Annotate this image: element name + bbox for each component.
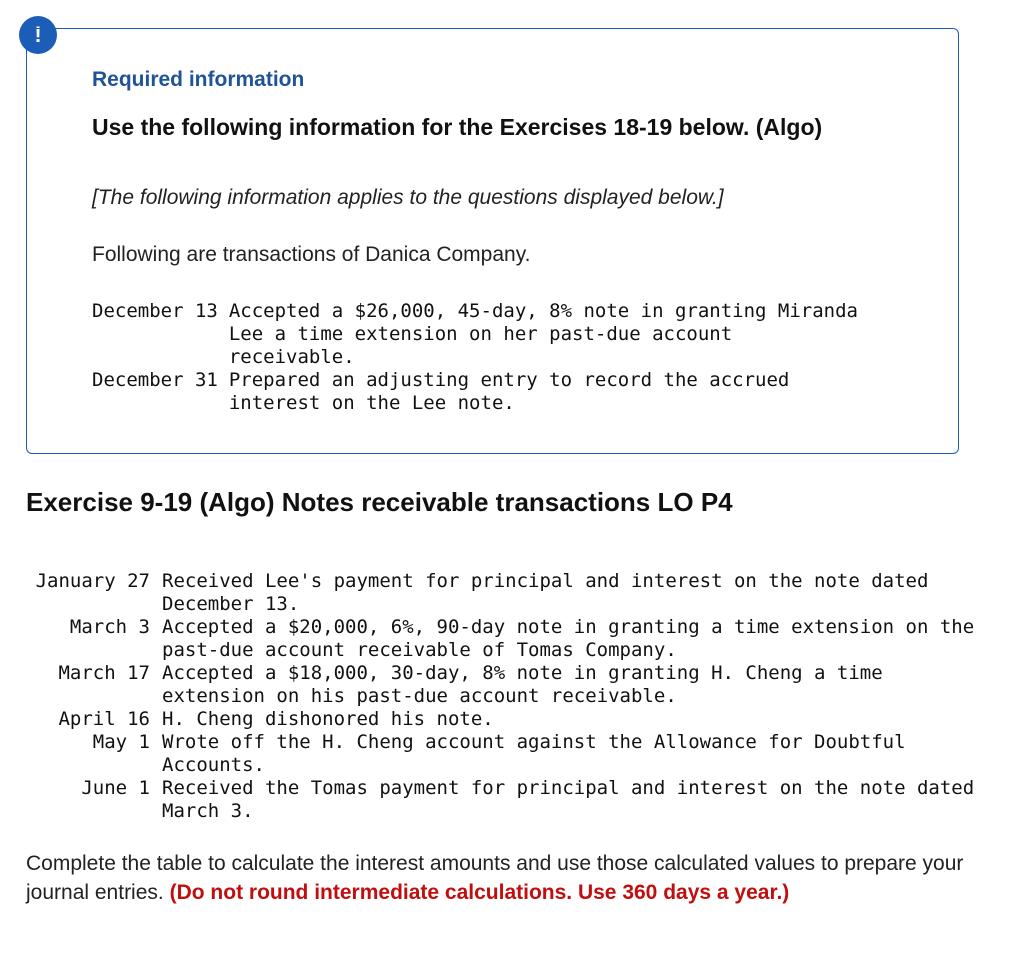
table-row bbox=[26, 570, 982, 616]
table-row bbox=[92, 300, 869, 369]
transaction-date: March 17 bbox=[58, 662, 150, 684]
exercise-title: Exercise 9-19 (Algo) Notes receivable transactions LO P4 bbox=[26, 487, 733, 517]
transaction-description: Received the Tomas payment for principal and interest on the note dated March 3. bbox=[162, 777, 975, 822]
table-row bbox=[26, 616, 982, 662]
transaction-description: Wrote off the H. Cheng account against the Allowance for Doubtful Accounts. bbox=[162, 731, 906, 776]
transaction-description: Accepted a $18,000, 30-day, 8% note in granting H. Cheng a time extension on his past-due account receivable. bbox=[162, 662, 883, 707]
transaction-date: December 31 bbox=[92, 369, 218, 391]
transaction-date: December 13 bbox=[92, 300, 218, 322]
instructions-paragraph bbox=[26, 849, 991, 907]
transaction-description: H. Cheng dishonored his note. bbox=[162, 708, 494, 730]
table-row bbox=[26, 662, 982, 708]
transaction-description: Prepared an adjusting entry to record the accrued interest on the Lee note. bbox=[228, 369, 790, 414]
required-info-transactions-table bbox=[92, 300, 869, 415]
rounding-note: (Do not round intermediate calculations. Use 360 days a year.) bbox=[169, 881, 790, 904]
transaction-date: May 1 bbox=[92, 731, 150, 753]
table-row bbox=[26, 777, 982, 823]
transaction-description: Received Lee's payment for principal and interest on the note dated December 13. bbox=[162, 570, 929, 615]
exercise-transactions-table bbox=[26, 570, 982, 823]
alert-icon: ! bbox=[19, 16, 57, 54]
table-row bbox=[92, 369, 869, 415]
transaction-description: Accepted a $26,000, 45-day, 8% note in granting Miranda Lee a time extension on her past-due account receivable. bbox=[228, 300, 858, 368]
transaction-description: Accepted a $20,000, 6%, 90-day note in granting a time extension on the past-due account receivable of Tomas Company. bbox=[162, 616, 975, 661]
transaction-date: June 1 bbox=[81, 777, 150, 799]
transaction-date: March 3 bbox=[69, 616, 150, 638]
intro-text: Following are transactions of Danica Company. bbox=[92, 243, 531, 266]
italic-intro-text: [The following information applies to the questions displayed below.] bbox=[92, 186, 724, 209]
table-row bbox=[26, 731, 982, 777]
exercises-heading: Use the following information for the Exercises 18-19 below. (Algo) bbox=[92, 114, 823, 140]
instructions-text: Complete the table to calculate the interest amounts and use those calculated values to prepare your journal entries. bbox=[26, 852, 964, 904]
table-row bbox=[26, 708, 982, 731]
transaction-date: January 27 bbox=[35, 570, 150, 592]
required-information-title: Required information bbox=[92, 68, 305, 91]
transaction-date: April 16 bbox=[58, 708, 150, 730]
